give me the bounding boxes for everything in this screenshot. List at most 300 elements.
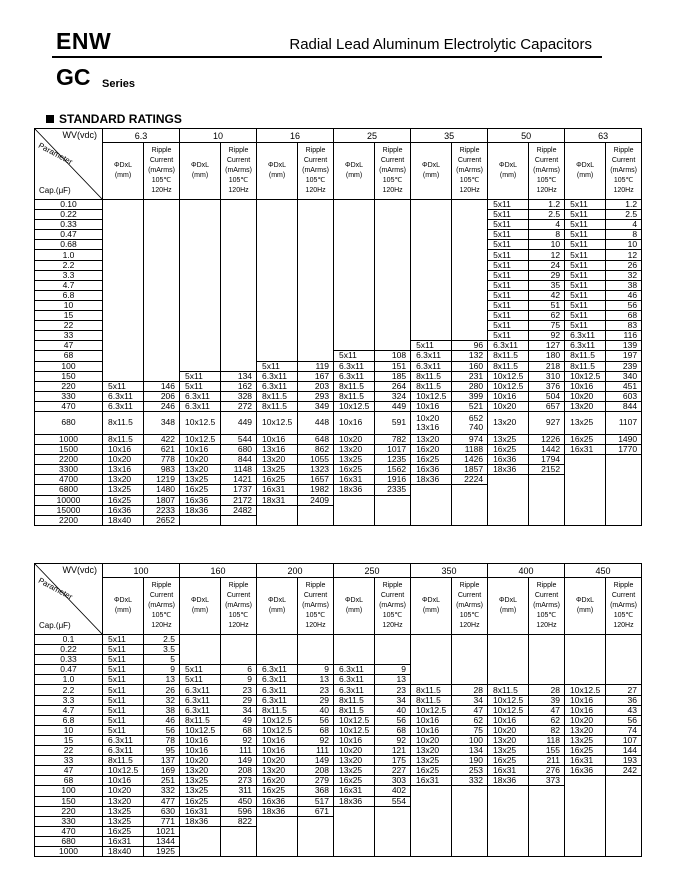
case-size: 16x31	[565, 756, 606, 766]
case-size: 13x20	[565, 725, 606, 735]
parameter-label: Parameter	[36, 576, 74, 602]
case-size	[411, 675, 452, 685]
ripple-current: 273	[221, 776, 257, 786]
ripple-header-line: Ripple	[382, 147, 403, 154]
case-size	[334, 230, 375, 240]
ripple-current: 1235	[375, 455, 411, 465]
ripple-header-line: Ripple	[459, 147, 480, 154]
table-row	[35, 776, 642, 786]
case-size	[565, 635, 606, 645]
ripple-current	[298, 645, 334, 655]
case-size: 10x12.5	[257, 715, 298, 725]
case-size	[411, 270, 452, 280]
ripple-current	[298, 351, 334, 361]
case-size	[257, 200, 298, 210]
cap-value: 0.47	[35, 665, 103, 675]
case-size	[488, 655, 529, 665]
ripple-current: 771	[144, 816, 180, 826]
case-size	[411, 200, 452, 210]
case-size: 8x11.5	[411, 685, 452, 695]
case-size: 10x20	[488, 725, 529, 735]
case-size: 13x20	[103, 475, 144, 485]
case-size: 16x31	[334, 786, 375, 796]
case-size: 16x31	[411, 776, 452, 786]
case-size	[180, 321, 221, 331]
case-size: 5x11	[565, 240, 606, 250]
ripple-header-line: Current	[149, 592, 174, 599]
case-size: 10x16	[180, 445, 221, 455]
case-size: 8x11.5	[565, 361, 606, 371]
case-size	[411, 635, 452, 645]
ripple-current: 822	[221, 816, 257, 826]
case-size	[334, 816, 375, 826]
case-size	[257, 655, 298, 665]
ripple-header-line: Ripple	[228, 147, 249, 154]
case-size: 16x36	[257, 796, 298, 806]
ripple-header-line: (mArms)	[225, 167, 252, 174]
ripple-current	[375, 220, 411, 230]
ripple-current	[452, 485, 488, 495]
ripple-current: 9	[221, 675, 257, 685]
case-size: 8x11.5	[257, 705, 298, 715]
ripple-current: 83	[606, 321, 642, 331]
ripple-current: 68	[221, 725, 257, 735]
case-size: 10x12.5	[334, 715, 375, 725]
case-size: 16x25	[257, 786, 298, 796]
ripple-current: 149	[221, 756, 257, 766]
table-row	[35, 381, 642, 391]
case-size: 5x11	[103, 665, 144, 675]
case-size: 5x11	[103, 695, 144, 705]
case-size: 13x25	[103, 816, 144, 826]
ripple-header-line: Current	[457, 157, 482, 164]
case-size: 6.3x11	[103, 746, 144, 756]
case-size	[334, 311, 375, 321]
table-row	[35, 826, 642, 836]
case-size	[334, 515, 375, 525]
case-size	[334, 260, 375, 270]
ripple-current: 107	[606, 735, 642, 745]
case-size: 16x25	[334, 465, 375, 475]
case-size: 16x25	[565, 746, 606, 756]
case-size	[180, 280, 221, 290]
ripple-current	[452, 665, 488, 675]
case-size	[257, 220, 298, 230]
case-size: 16x25	[411, 455, 452, 465]
ripple-current: 211	[529, 756, 565, 766]
case-size	[411, 311, 452, 321]
ripple-header-line: 105℃	[613, 612, 634, 619]
ripple-header-line: 105℃	[151, 177, 172, 184]
ripple-current	[452, 796, 488, 806]
ripple-current	[452, 200, 488, 210]
ripple-current	[375, 806, 411, 816]
case-size	[411, 655, 452, 665]
ripple-current: 451	[606, 381, 642, 391]
ripple-current: 9	[144, 665, 180, 675]
case-size: 16x20	[411, 445, 452, 455]
case-size	[257, 836, 298, 846]
ripple-current	[221, 270, 257, 280]
case-size: 16x25	[180, 796, 221, 806]
ripple-current: 92	[221, 735, 257, 745]
ripple-current	[529, 475, 565, 485]
ripple-current	[452, 321, 488, 331]
case-size: 6.3x11	[334, 665, 375, 675]
case-size	[257, 290, 298, 300]
case-size	[334, 645, 375, 655]
size-header-line: (mm)	[191, 607, 209, 614]
ripple-current	[221, 250, 257, 260]
ripple-current: 23	[298, 685, 334, 695]
case-size-line: 10x20	[416, 412, 440, 423]
case-size: 5x11	[103, 645, 144, 655]
size-header-line: (mm)	[268, 607, 286, 614]
ripple-current: 449	[221, 411, 257, 434]
table-row	[35, 665, 642, 675]
ripple-current: 108	[375, 351, 411, 361]
ripple-current: 151	[375, 361, 411, 371]
ripple-current	[298, 250, 334, 260]
ripple-current: 1490	[606, 434, 642, 444]
ripple-current	[375, 826, 411, 836]
ripple-header-line: Ripple	[536, 582, 557, 589]
cap-value: 3.3	[35, 270, 103, 280]
case-size	[180, 341, 221, 351]
cap-value: 470	[35, 401, 103, 411]
ripple-current: 162	[221, 381, 257, 391]
case-size: 10x16	[334, 735, 375, 745]
case-size: 13x25	[103, 806, 144, 816]
ripple-current	[144, 300, 180, 310]
ripple-current	[144, 341, 180, 351]
case-size	[488, 665, 529, 675]
case-size	[334, 280, 375, 290]
ripple-current: 1442	[529, 445, 565, 455]
case-size: 18x36	[257, 806, 298, 816]
case-size: 13x25	[488, 746, 529, 756]
case-size: 10x16	[565, 705, 606, 715]
case-size: 6.3x11	[257, 695, 298, 705]
case-size: 10x20	[257, 756, 298, 766]
case-size: 8x11.5	[488, 351, 529, 361]
case-size	[180, 331, 221, 341]
ripple-current	[529, 665, 565, 675]
ripple-current	[298, 311, 334, 321]
ripple-current	[375, 200, 411, 210]
size-header-line: (mm)	[576, 172, 594, 179]
cap-value: 68	[35, 351, 103, 361]
ripple-current	[606, 806, 642, 816]
ripple-current: 10	[529, 240, 565, 250]
case-size: 10x12.5	[565, 685, 606, 695]
ripple-current: 310	[529, 371, 565, 381]
ripple-current	[298, 270, 334, 280]
case-size: 18x40	[103, 846, 144, 856]
table-row	[35, 766, 642, 776]
size-header-line: ΦDxL	[345, 162, 364, 169]
ripple-header	[298, 578, 334, 635]
ripple-current: 844	[606, 401, 642, 411]
case-size	[180, 240, 221, 250]
case-size	[180, 311, 221, 321]
size-header-line: ΦDxL	[344, 597, 364, 604]
ripple-current	[452, 515, 488, 525]
ripple-current: 246	[144, 401, 180, 411]
size-header-line: ΦDxL	[268, 162, 287, 169]
case-size: 5x11	[488, 280, 529, 290]
ripple-current: 2.5	[606, 210, 642, 220]
ripple-current	[221, 645, 257, 655]
ripple-current: 167	[298, 371, 334, 381]
ripple-current: 2152	[529, 465, 565, 475]
cap-value: 0.68	[35, 240, 103, 250]
table-row	[35, 371, 642, 381]
table-row	[35, 655, 642, 665]
ripple-current	[606, 505, 642, 515]
ripple-header	[221, 578, 257, 635]
ripple-current: 100	[452, 735, 488, 745]
ripple-current	[375, 645, 411, 655]
case-size: 6.3x11	[411, 361, 452, 371]
case-size: 6.3x11	[334, 371, 375, 381]
case-size: 5x11	[488, 200, 529, 210]
case-size: 5x11	[334, 351, 375, 361]
case-size: 13x20	[257, 766, 298, 776]
case-size	[257, 505, 298, 515]
case-size: 5x11	[565, 220, 606, 230]
ripple-current	[452, 505, 488, 515]
case-size-line: 13x16	[416, 421, 440, 432]
case-size	[103, 210, 144, 220]
case-size	[334, 846, 375, 856]
case-size: 16x25	[257, 475, 298, 485]
ripple-current: 1188	[452, 445, 488, 455]
case-size: 6.3x11	[411, 351, 452, 361]
case-size: 10x16	[257, 746, 298, 756]
case-size	[257, 351, 298, 361]
case-size	[565, 806, 606, 816]
ripple-current: 1226	[529, 434, 565, 444]
cap-value: 1000	[35, 846, 103, 856]
case-size: 5x11	[488, 311, 529, 321]
cap-value: 6800	[35, 485, 103, 495]
ripple-header-line: 120Hz	[305, 187, 326, 194]
ripple-current-line: 740	[468, 421, 484, 432]
cap-value: 150	[35, 371, 103, 381]
ripple-current: 227	[375, 766, 411, 776]
ripple-header-line: 105℃	[228, 612, 249, 619]
ripple-current	[221, 200, 257, 210]
series-label: Series	[102, 78, 136, 90]
table-row	[35, 351, 642, 361]
ripple-header-line: (mArms)	[302, 602, 329, 609]
case-size: 5x11	[180, 381, 221, 391]
ripple-current	[221, 290, 257, 300]
case-size: 6.3x11	[565, 341, 606, 351]
cap-value: 47	[35, 766, 103, 776]
ripple-current: 42	[529, 290, 565, 300]
case-size	[565, 655, 606, 665]
ripple-current: 253	[452, 766, 488, 776]
case-size: 6.3x11	[334, 361, 375, 371]
case-size	[565, 475, 606, 485]
ripple-header-line: 120Hz	[536, 187, 557, 194]
table-row	[35, 846, 642, 856]
case-size: 5x11	[103, 635, 144, 645]
ripple-header-line: Ripple	[151, 147, 172, 154]
ripple-current	[221, 230, 257, 240]
size-header	[334, 143, 375, 200]
ripple-current	[606, 816, 642, 826]
ripple-current	[298, 280, 334, 290]
case-size	[411, 806, 452, 816]
ripple-current: 311	[221, 786, 257, 796]
case-size: 8x11.5	[334, 705, 375, 715]
case-size: 8x11.5	[411, 695, 452, 705]
voltage-header: 350	[411, 564, 488, 578]
case-size	[565, 465, 606, 475]
table-row	[35, 756, 642, 766]
ripple-current	[375, 260, 411, 270]
ripple-current: 332	[144, 786, 180, 796]
case-size: 6.3x11	[257, 381, 298, 391]
ripple-current	[452, 331, 488, 341]
case-size: 5x11	[488, 210, 529, 220]
ripple-current	[375, 331, 411, 341]
case-size	[103, 371, 144, 381]
case-size	[411, 816, 452, 826]
case-size	[257, 230, 298, 240]
ripple-current	[298, 655, 334, 665]
ripple-current: 1421	[221, 475, 257, 485]
case-size: 5x11	[103, 381, 144, 391]
case-size: 5x11	[565, 321, 606, 331]
case-size	[488, 826, 529, 836]
case-size: 10x16	[565, 381, 606, 391]
cap-value: 0.1	[35, 635, 103, 645]
case-size: 5x11	[103, 685, 144, 695]
case-size	[565, 816, 606, 826]
case-size: 5x11	[103, 705, 144, 715]
ripple-header-line: 105℃	[536, 612, 557, 619]
ripple-current: 13	[375, 675, 411, 685]
ripple-header-line: (mArms)	[456, 602, 483, 609]
ripple-header-line: Ripple	[382, 582, 403, 589]
size-header-line: (mm)	[345, 607, 363, 614]
ripple-current: 74	[606, 725, 642, 735]
ripple-current	[221, 361, 257, 371]
table-row	[35, 715, 642, 725]
case-size	[334, 331, 375, 341]
case-size	[103, 290, 144, 300]
case-size	[103, 250, 144, 260]
case-size	[565, 495, 606, 505]
ripple-current	[375, 290, 411, 300]
ripple-header-line: Current	[303, 157, 328, 164]
ripple-current	[375, 280, 411, 290]
size-header-line: ΦDxL	[267, 597, 287, 604]
ripple-current	[298, 321, 334, 331]
ripple-current	[221, 341, 257, 351]
case-size: 6.3x11	[257, 685, 298, 695]
ripple-header-line: 105℃	[305, 177, 326, 184]
case-size: 13x20	[488, 411, 529, 434]
case-size: 10x12.5	[257, 411, 298, 434]
table-row	[35, 786, 642, 796]
ripple-current: 119	[298, 361, 334, 371]
ripple-current: 47	[529, 705, 565, 715]
ripple-current	[144, 321, 180, 331]
table-row	[35, 290, 642, 300]
size-header-line: (mm)	[422, 607, 440, 614]
table-row	[35, 806, 642, 816]
case-size	[334, 210, 375, 220]
ripple-current: 242	[606, 766, 642, 776]
cap-value: 15	[35, 735, 103, 745]
ripple-current	[375, 816, 411, 826]
ripple-header-line: Ripple	[305, 582, 326, 589]
case-size: 5x11	[180, 371, 221, 381]
ratings-table-high-voltage	[34, 563, 642, 857]
case-size	[103, 361, 144, 371]
ripple-current	[375, 836, 411, 846]
case-size: 16x25	[334, 776, 375, 786]
ripple-current: 175	[375, 756, 411, 766]
ripple-current: 521	[452, 401, 488, 411]
ripple-header-line: Current	[226, 157, 251, 164]
ripple-current: 160	[452, 361, 488, 371]
ripple-current	[452, 645, 488, 655]
case-size	[334, 836, 375, 846]
table-row	[35, 270, 642, 280]
case-size: 16x36	[488, 455, 529, 465]
case-size	[257, 270, 298, 280]
cap-value: 22	[35, 746, 103, 756]
ripple-current	[452, 806, 488, 816]
case-size: 10x12.5	[488, 695, 529, 705]
ripple-current: 127	[529, 341, 565, 351]
case-size: 16x36	[180, 495, 221, 505]
case-size	[411, 300, 452, 310]
ripple-current: 46	[606, 290, 642, 300]
cap-label: Cap.(μF)	[39, 186, 71, 195]
case-size: 10x20	[488, 401, 529, 411]
ripple-current	[298, 240, 334, 250]
ripple-current	[375, 655, 411, 665]
ripple-current: 32	[144, 695, 180, 705]
ripple-current	[144, 200, 180, 210]
case-size: 10x16	[411, 715, 452, 725]
case-size	[257, 341, 298, 351]
ripple-current: 92	[298, 735, 334, 745]
case-size: 18x36	[180, 505, 221, 515]
case-size: 16x31	[103, 836, 144, 846]
case-size: 6.3x11	[334, 675, 375, 685]
ripple-current	[452, 300, 488, 310]
cap-value: 15	[35, 311, 103, 321]
case-size	[103, 200, 144, 210]
ripple-current: 12	[529, 250, 565, 260]
case-size	[257, 311, 298, 321]
table-row	[35, 685, 642, 695]
ripple-current: 92	[529, 331, 565, 341]
ripple-header-line: 120Hz	[613, 622, 634, 629]
ripple-current	[221, 300, 257, 310]
ripple-current: 477	[144, 796, 180, 806]
case-size	[257, 331, 298, 341]
case-size: 8x11.5	[257, 391, 298, 401]
